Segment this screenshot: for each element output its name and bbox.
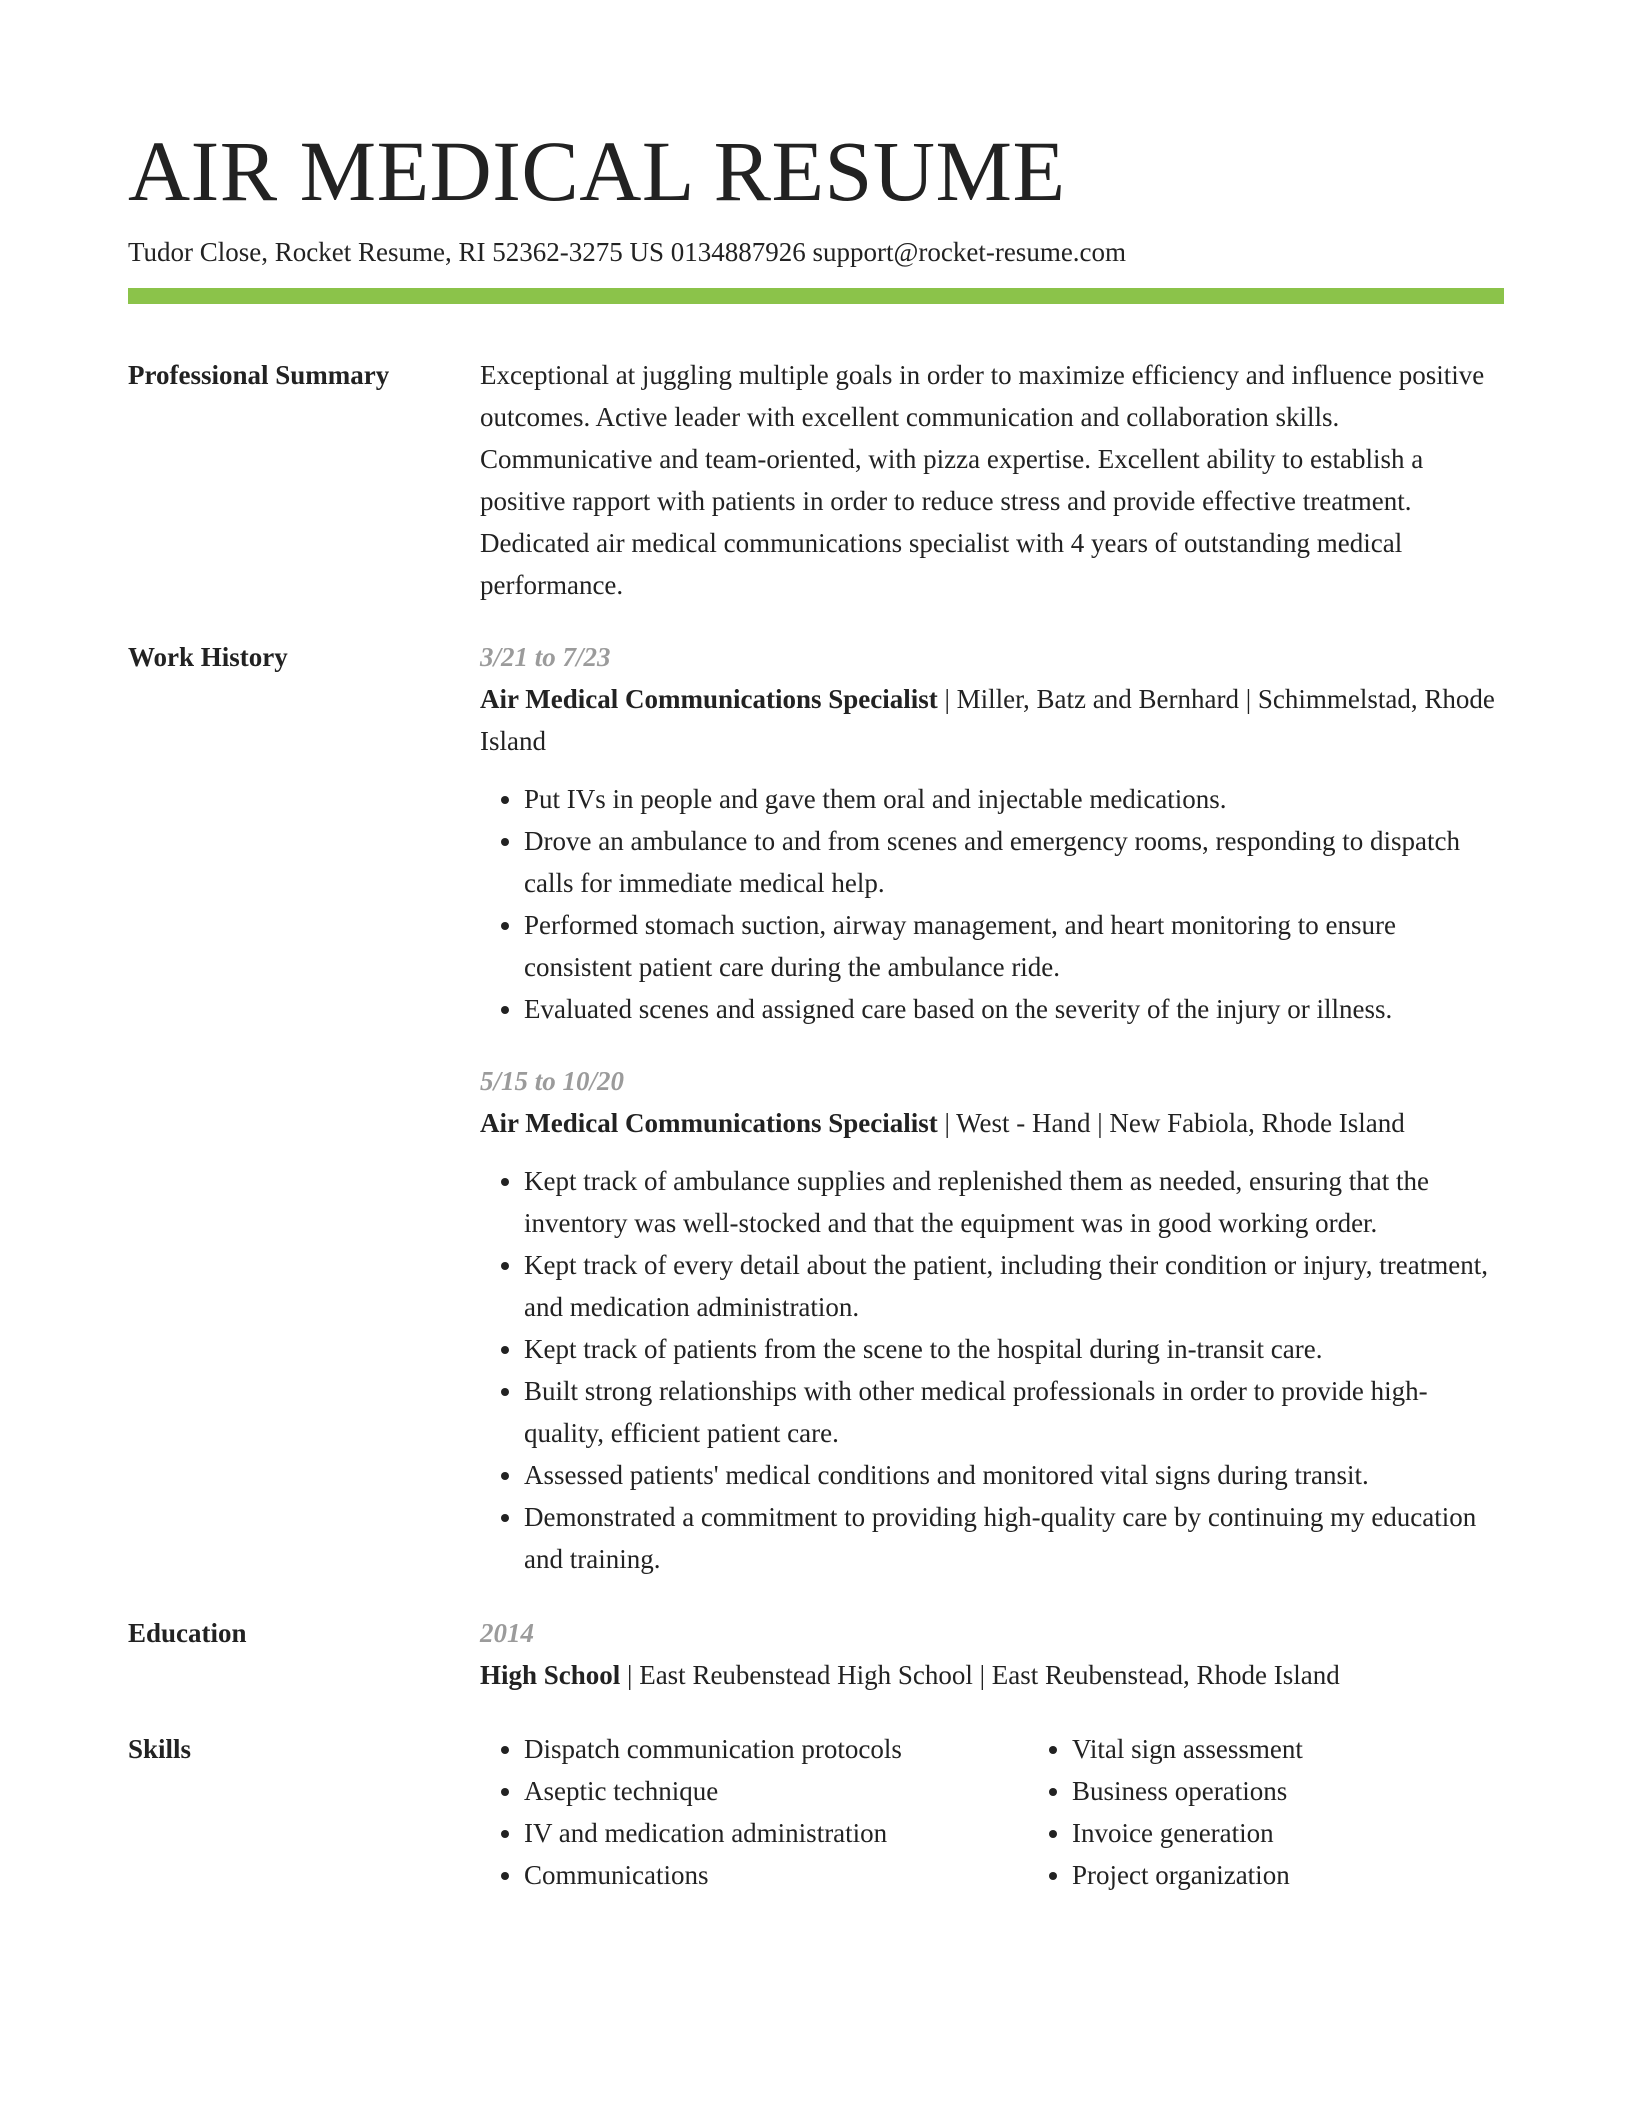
education-entry [480,1612,1504,1696]
skills-column [480,1728,1028,1896]
job-employer-location: | West - Hand | New Fabiola, Rhode Island [937,1108,1405,1138]
skill-item: • Dispatch communication protocols [524,1728,1028,1770]
job-dates: 5/15 to 10/20 [480,1066,625,1096]
section-label-work: Work History [128,642,288,672]
education-degree: High School [480,1660,621,1690]
job-bullet: • Kept track of ambulance supplies and replenished them as needed, ensuring that the inventory was well-stocked and that the equipment was in good working order. [524,1160,1504,1244]
job-bullet: • Put IVs in people and gave them oral and injectable medications. [524,778,1504,820]
section-education [128,1612,1504,1696]
job-bullet: • Built strong relationships with other medical professionals in order to provide high-quality, efficient patient care. [524,1370,1504,1454]
job-entry [480,636,1504,1030]
job-bullets [480,1160,1504,1580]
education-school-location: | East Reubenstead High School | East Reubenstead, Rhode Island [620,1660,1340,1690]
section-professional-summary [128,354,1504,606]
skill-item: • Communications [524,1854,1028,1896]
job-bullets [480,778,1504,1030]
job-heading [480,1102,1504,1144]
job-dates: 3/21 to 7/23 [480,642,611,672]
resume-page [128,118,1504,1896]
section-label-education: Education [128,1618,247,1648]
section-work-history [128,636,1504,1580]
contact-phone: 0134887926 [670,237,806,267]
job-entry [480,1060,1504,1580]
job-title: Air Medical Communications Specialist [480,1108,938,1138]
job-bullet: • Assessed patients' medical conditions and monitored vital signs during transit. [524,1454,1504,1496]
job-bullet: • Kept track of patients from the scene to the hospital during in-transit care. [524,1328,1504,1370]
skill-item: • Aseptic technique [524,1770,1028,1812]
section-label-skills: Skills [128,1734,192,1764]
job-bullet: • Kept track of every detail about the patient, including their condition or injury, treatment, and medication administration. [524,1244,1504,1328]
skill-item: • IV and medication administration [524,1812,1028,1854]
job-bullet: • Evaluated scenes and assigned care based on the severity of the injury or illness. [524,988,1504,1030]
job-bullet: • Drove an ambulance to and from scenes and emergency rooms, responding to dispatch calls for immediate medical help. [524,820,1504,904]
education-heading [480,1654,1504,1696]
skill-item: • Project organization [1072,1854,1504,1896]
job-employer-location: | Miller, Batz and Bernhard | Schimmelstad, Rhode Island [480,684,1495,756]
skill-item: • Invoice generation [1072,1812,1504,1854]
job-heading [480,678,1504,762]
contact-address: Tudor Close, Rocket Resume, RI 52362-3275 US [128,237,665,267]
skill-item: • Vital sign assessment [1072,1728,1504,1770]
resume-title: AIR MEDICAL RESUME [128,123,1066,219]
section-skills [128,1728,1504,1896]
skills-column [1028,1728,1504,1896]
job-bullet: • Demonstrated a commitment to providing high-quality care by continuing my education and training. [524,1496,1504,1580]
contact-email: support@rocket-resume.com [812,237,1127,267]
summary-text: Exceptional at juggling multiple goals in order to maximize efficiency and influence positive outcomes. Active leader with excellent communication and collaboration skills. Communicative and team-oriented, with pizza expertise. Excellent ability to establish a positive rapport with patients in order to reduce stress and provide effective treatment. Dedicated air medical communications specialist with 4 years of outstanding medical performance. [480,360,1485,600]
job-bullet: • Performed stomach suction, airway management, and heart monitoring to ensure consistent patient care during the ambulance ride. [524,904,1504,988]
contact-line [128,232,1504,272]
section-label-summary: Professional Summary [128,360,390,390]
work-history-list [480,636,1504,1580]
education-year: 2014 [480,1618,534,1648]
job-title: Air Medical Communications Specialist [480,684,938,714]
skills-grid [480,1728,1504,1896]
skill-item: • Business operations [1072,1770,1504,1812]
header-divider [128,288,1504,304]
